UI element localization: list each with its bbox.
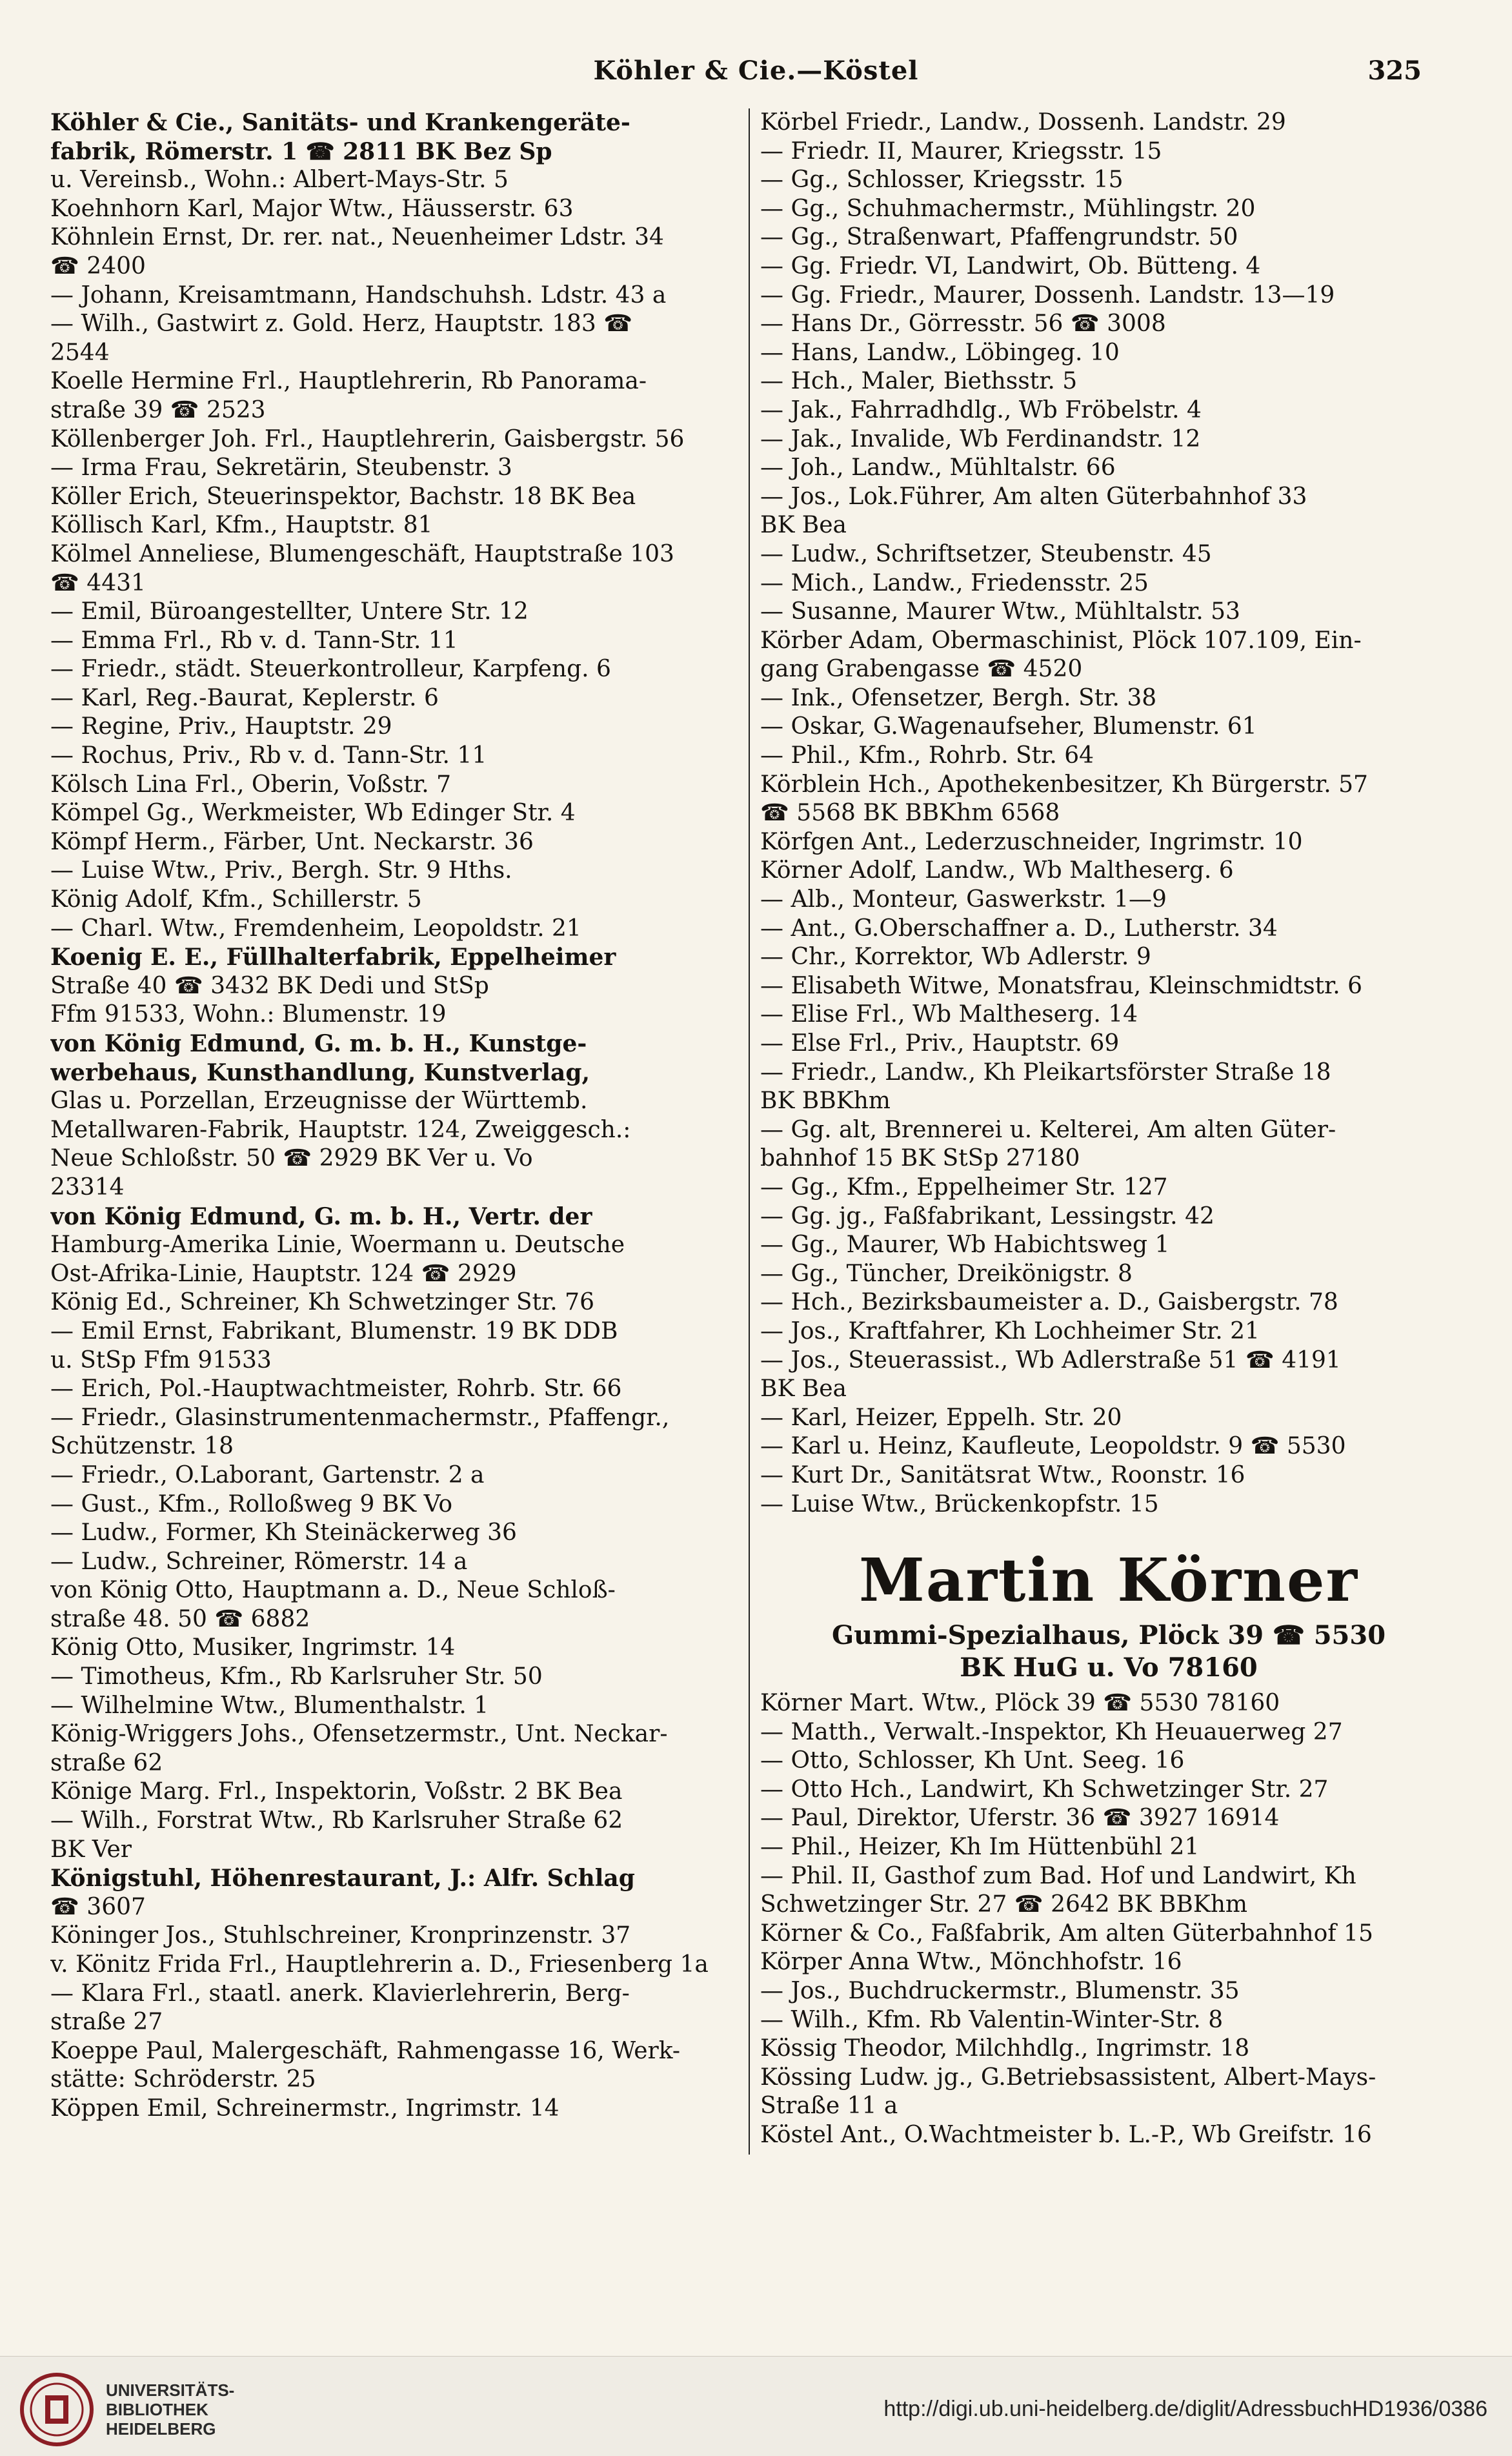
directory-entry: — Ink., Ofensetzer, Bergh. Str. 38 (760, 684, 1157, 711)
directory-entry: — Ludw., Schreiner, Römerstr. 14 a (50, 1548, 468, 1575)
directory-entry: Glas u. Porzellan, Erzeugnisse der Württemb. (50, 1088, 588, 1115)
directory-entry: König Ed., Schreiner, Kh Schwetzinger Str. 76 (50, 1289, 594, 1316)
right-column-bottom (760, 1689, 1457, 2150)
directory-entry: Köhler & Cie., Sanitäts- und Krankengeräte- (50, 109, 630, 136)
directory-entry: — Alb., Monteur, Gaswerkstr. 1—9 (760, 886, 1167, 913)
directory-entry: Köllisch Karl, Kfm., Hauptstr. 81 (50, 512, 433, 539)
directory-entry: Köninger Jos., Stuhlschreiner, Kronprinzenstr. 37 (50, 1922, 631, 1949)
directory-entry: — Gg., Schlosser, Kriegsstr. 15 (760, 167, 1124, 194)
directory-entry: — Hch., Maler, Biethsstr. 5 (760, 368, 1078, 395)
directory-entry: Koelle Hermine Frl., Hauptlehrerin, Rb Panorama- (50, 368, 647, 395)
directory-entry: — Matth., Verwalt.-Inspektor, Kh Heuauerweg 27 (760, 1718, 1343, 1745)
directory-entry: — Jos., Kraftfahrer, Kh Lochheimer Str. 21 (760, 1317, 1260, 1345)
advert-name: Martin Körner (859, 1545, 1358, 1616)
directory-entry: — Karl, Reg.-Baurat, Keplerstr. 6 (50, 684, 439, 711)
library-seal-icon (18, 2371, 96, 2448)
directory-entry: Körfgen Ant., Lederzuschneider, Ingrimstr. 10 (760, 828, 1303, 855)
directory-entry: — Otto, Schlosser, Kh Unt. Seeg. 16 (760, 1747, 1185, 1774)
directory-entry: — Friedr., O.Laborant, Gartenstr. 2 a (50, 1461, 485, 1488)
running-title: Köhler & Cie.—Köstel (593, 56, 919, 86)
directory-entry: Köstel Ant., O.Wachtmeister b. L.-P., Wb Greifstr. 16 (760, 2122, 1372, 2148)
directory-entry: Köppen Emil, Schreinermstr., Ingrimstr. 14 (50, 2095, 559, 2122)
directory-entry: — Wilh., Gastwirt z. Gold. Herz, Hauptstr. 183 ☎ (50, 310, 633, 338)
directory-entry: Straße 11 a (760, 2093, 898, 2120)
directory-entry: straße 39 ☎ 2523 (50, 396, 266, 423)
directory-entry: König Otto, Musiker, Ingrimstr. 14 (50, 1634, 456, 1661)
directory-entry: — Phil., Kfm., Rohrb. Str. 64 (760, 742, 1094, 769)
directory-entry: bahnhof 15 BK StSp 27180 (760, 1145, 1080, 1172)
directory-entry: — Paul, Direktor, Uferstr. 36 ☎ 3927 16914 (760, 1805, 1280, 1832)
directory-entry: — Emil, Büroangestellter, Untere Str. 12 (50, 598, 529, 625)
directory-entry: — Friedr., städt. Steuerkontrolleur, Karpfeng. 6 (50, 656, 611, 683)
directory-entry: Koenig E. E., Füllhalterfabrik, Eppelheimer (50, 944, 616, 971)
directory-entry: — Phil., Heizer, Kh Im Hüttenbühl 21 (760, 1834, 1200, 1861)
left-column (50, 108, 747, 2124)
directory-entry: Köller Erich, Steuerinspektor, Bachstr. 18 BK Bea (50, 483, 636, 510)
directory-entry: — Gg., Tüncher, Dreikönigstr. 8 (760, 1260, 1133, 1287)
directory-entry: BK BBKhm (760, 1088, 891, 1115)
directory-entry: — Jos., Lok.Führer, Am alten Güterbahnhof 33 (760, 483, 1307, 510)
advert-line-1: Gummi-Spezialhaus, Plöck 39 ☎ 5530 (831, 1620, 1386, 1651)
directory-entry: — Gg. alt, Brennerei u. Kelterei, Am alten Güter- (760, 1116, 1336, 1143)
page-header (52, 49, 1460, 94)
directory-entry: — Gg. Friedr., Maurer, Dossenh. Landstr. 13—19 (760, 281, 1335, 309)
directory-entry: — Gg. Friedr. VI, Landwirt, Ob. Bütteng. 4 (760, 252, 1261, 279)
column-divider (749, 108, 750, 2155)
directory-entry: — Regine, Priv., Hauptstr. 29 (50, 713, 392, 740)
directory-entry: BK Bea (760, 1375, 847, 1403)
directory-entry: — Gg., Maurer, Wb Habichtsweg 1 (760, 1232, 1170, 1259)
directory-entry: Kölmel Anneliese, Blumengeschäft, Hauptstraße 103 (50, 540, 674, 567)
directory-entry: — Otto Hch., Landwirt, Kh Schwetzinger Str. 27 (760, 1776, 1329, 1803)
directory-entry: Ffm 91533, Wohn.: Blumenstr. 19 (50, 1001, 447, 1028)
directory-entry: — Gg., Kfm., Eppelheimer Str. 127 (760, 1173, 1168, 1201)
directory-entry: — Gg., Straßenwart, Pfaffengrundstr. 50 (760, 224, 1238, 251)
directory-entry: ☎ 2400 (50, 252, 146, 279)
directory-entry: — Joh., Landw., Mühltalstr. 66 (760, 454, 1116, 482)
library-name (106, 2380, 234, 2439)
directory-entry: — Friedr., Landw., Kh Pleikartsförster Straße 18 (760, 1059, 1331, 1086)
directory-entry: — Friedr., Glasinstrumentenmachermstr., Pfaffengr., (50, 1404, 670, 1431)
directory-entry: fabrik, Römerstr. 1 ☎ 2811 BK Bez Sp (50, 137, 552, 165)
directory-entry: König-Wriggers Johs., Ofensetzermstr., Unt. Neckar- (50, 1721, 668, 1748)
directory-entry: von König Edmund, G. m. b. H., Kunstge- (50, 1030, 587, 1057)
directory-entry: — Ludw., Schriftsetzer, Steubenstr. 45 (760, 540, 1212, 567)
directory-entry: — Elise Frl., Wb Maltheserg. 14 (760, 1001, 1138, 1028)
directory-entry: — Kurt Dr., Sanitätsrat Wtw., Roonstr. 16 (760, 1461, 1245, 1488)
page-number: 325 (1367, 56, 1422, 86)
directory-entry: ☎ 5568 BK BBKhm 6568 (760, 800, 1060, 827)
directory-entry: Kömpf Herm., Färber, Unt. Neckarstr. 36 (50, 828, 534, 855)
directory-entry: Kössing Ludw. jg., G.Betriebsassistent, Albert-Mays- (760, 2064, 1376, 2091)
directory-entry: Straße 40 ☎ 3432 BK Dedi und StSp (50, 972, 489, 999)
directory-entry: Köhnlein Ernst, Dr. rer. nat., Neuenheimer Ldstr. 34 (50, 224, 664, 251)
directory-entry: straße 48. 50 ☎ 6882 (50, 1605, 310, 1632)
directory-entry: — Karl u. Heinz, Kaufleute, Leopoldstr. 9 ☎ 5530 (760, 1433, 1346, 1460)
library-name-line: HEIDELBERG (106, 2419, 216, 2439)
directory-entry: v. Könitz Frida Frl., Hauptlehrerin a. D., Friesenberg 1a (50, 1951, 709, 1978)
directory-entry: — Hans, Landw., Löbingeg. 10 (760, 339, 1120, 366)
directory-entry: von König Otto, Hauptmann a. D., Neue Schloß- (50, 1577, 616, 1604)
directory-entry: — Else Frl., Priv., Hauptstr. 69 (760, 1030, 1120, 1057)
directory-entry: Koehnhorn Karl, Major Wtw., Häusserstr. 63 (50, 195, 574, 222)
directory-entry: Körner Mart. Wtw., Plöck 39 ☎ 5530 78160 (760, 1690, 1280, 1717)
directory-entry: 23314 (50, 1173, 125, 1201)
directory-entry: — Jak., Fahrradhdlg., Wb Fröbelstr. 4 (760, 396, 1202, 423)
directory-entry: Hamburg-Amerika Linie, Woermann u. Deutsche (50, 1232, 625, 1259)
directory-entry: — Johann, Kreisamtmann, Handschuhsh. Ldstr. 43 a (50, 281, 667, 309)
directory-entry: — Hch., Bezirksbaumeister a. D., Gaisbergstr. 78 (760, 1289, 1338, 1316)
directory-entry: — Elisabeth Witwe, Monatsfrau, Kleinschmidtstr. 6 (760, 972, 1363, 999)
directory-entry: ☎ 4431 (50, 569, 146, 596)
directory-entry: Königstuhl, Höhenrestaurant, J.: Alfr. Schlag (50, 1865, 635, 1893)
directory-entry: — Emil Ernst, Fabrikant, Blumenstr. 19 BK DDB (50, 1317, 618, 1345)
directory-entry: — Hans Dr., Görresstr. 56 ☎ 3008 (760, 310, 1166, 338)
directory-entry: — Irma Frau, Sekretärin, Steubenstr. 3 (50, 454, 512, 482)
directory-entry: ☎ 3607 (50, 1893, 146, 1920)
directory-entry: stätte: Schröderstr. 25 (50, 2066, 316, 2093)
library-logo[interactable] (18, 2371, 234, 2448)
directory-entry: — Luise Wtw., Priv., Bergh. Str. 9 Hths. (50, 857, 512, 884)
directory-entry: — Susanne, Maurer Wtw., Mühltalstr. 53 (760, 598, 1240, 625)
directory-entry: — Timotheus, Kfm., Rb Karlsruher Str. 50 (50, 1663, 543, 1690)
directory-entry: — Rochus, Priv., Rb v. d. Tann-Str. 11 (50, 742, 487, 769)
directory-entry: Koeppe Paul, Malergeschäft, Rahmengasse 16, Werk- (50, 2037, 681, 2064)
advert-line-2: BK HuG u. Vo 78160 (960, 1652, 1258, 1683)
directory-entry: straße 62 (50, 1749, 163, 1776)
directory-entry: — Jos., Steuerassist., Wb Adlerstraße 51 ☎ 4191 (760, 1346, 1341, 1374)
directory-entry: — Ant., G.Oberschaffner a. D., Lutherstr. 34 (760, 915, 1278, 942)
directory-entry: Körbel Friedr., Landw., Dossenh. Landstr. 29 (760, 109, 1286, 136)
directory-entry: werbehaus, Kunsthandlung, Kunstverlag, (50, 1059, 590, 1086)
directory-entry: Kössig Theodor, Milchhdlg., Ingrimstr. 18 (760, 2035, 1250, 2062)
directory-entry: Könige Marg. Frl., Inspektorin, Voßstr. 2 BK Bea (50, 1778, 623, 1805)
directory-entry: — Friedr. II, Maurer, Kriegsstr. 15 (760, 137, 1162, 165)
directory-entry: Kölsch Lina Frl., Oberin, Voßstr. 7 (50, 771, 451, 798)
directory-entry: Metallwaren-Fabrik, Hauptstr. 124, Zweiggesch.: (50, 1116, 631, 1143)
directory-entry: — Erich, Pol.-Hauptwachtmeister, Rohrb. Str. 66 (50, 1375, 622, 1403)
directory-entry: gang Grabengasse ☎ 4520 (760, 656, 1083, 683)
footer-bar (0, 2356, 1512, 2456)
directory-entry: — Gust., Kfm., Rolloßweg 9 BK Vo (50, 1490, 452, 1517)
source-url-link[interactable]: http://digi.ub.uni-heidelberg.de/diglit/AdressbuchHD1936/0386 (883, 2397, 1487, 2421)
directory-entry: — Klara Frl., staatl. anerk. Klavierlehrerin, Berg- (50, 1980, 630, 2007)
directory-entry: Köllenberger Joh. Frl., Hauptlehrerin, Gaisbergstr. 56 (50, 425, 685, 452)
library-name-line: UNIVERSITÄTS- (106, 2380, 235, 2400)
directory-entry: Neue Schloßstr. 50 ☎ 2929 BK Ver u. Vo (50, 1145, 533, 1172)
directory-entry: — Phil. II, Gasthof zum Bad. Hof und Landwirt, Kh (760, 1862, 1356, 1889)
directory-entry: — Gg. jg., Faßfabrikant, Lessingstr. 42 (760, 1203, 1215, 1230)
directory-entry: — Chr., Korrektor, Wb Adlerstr. 9 (760, 944, 1151, 971)
directory-entry: von König Edmund, G. m. b. H., Vertr. der (50, 1203, 592, 1230)
directory-entry: Schützenstr. 18 (50, 1433, 234, 1460)
directory-entry: — Mich., Landw., Friedensstr. 25 (760, 569, 1149, 596)
directory-entry: König Adolf, Kfm., Schillerstr. 5 (50, 886, 422, 913)
directory-entry: 2544 (50, 339, 110, 366)
directory-entry: — Emma Frl., Rb v. d. Tann-Str. 11 (50, 627, 458, 654)
directory-entry: — Jak., Invalide, Wb Ferdinandstr. 12 (760, 425, 1201, 452)
directory-entry: straße 27 (50, 2009, 163, 2036)
library-name-line: BIBLIOTHEK (106, 2400, 208, 2419)
directory-entry: — Charl. Wtw., Fremdenheim, Leopoldstr. 21 (50, 915, 581, 942)
directory-entry: Körber Adam, Obermaschinist, Plöck 107.109, Ein- (760, 627, 1362, 654)
directory-entry: Körner & Co., Faßfabrik, Am alten Güterbahnhof 15 (760, 1920, 1373, 1947)
directory-entry: u. StSp Ffm 91533 (50, 1346, 272, 1374)
directory-entry: Schwetzinger Str. 27 ☎ 2642 BK BBKhm (760, 1891, 1248, 1918)
right-column (760, 108, 1457, 2150)
directory-entry: — Jos., Buchdruckermstr., Blumenstr. 35 (760, 1978, 1240, 2005)
directory-entry: — Wilh., Kfm. Rb Valentin-Winter-Str. 8 (760, 2006, 1224, 2033)
directory-entry: — Gg., Schuhmachermstr., Mühlingstr. 20 (760, 195, 1256, 222)
directory-entry: — Ludw., Former, Kh Steinäckerweg 36 (50, 1519, 517, 1547)
directory-entry: u. Vereinsb., Wohn.: Albert-Mays-Str. 5 (50, 167, 509, 194)
directory-entry: Körblein Hch., Apothekenbesitzer, Kh Bürgerstr. 57 (760, 771, 1368, 798)
directory-entry: Körner Adolf, Landw., Wb Maltheserg. 6 (760, 857, 1234, 884)
directory-entry: — Wilhelmine Wtw., Blumenthalstr. 1 (50, 1692, 489, 1719)
directory-entry: Ost-Afrika-Linie, Hauptstr. 124 ☎ 2929 (50, 1260, 517, 1287)
directory-entry: — Luise Wtw., Brückenkopfstr. 15 (760, 1490, 1159, 1517)
directory-entry: — Oskar, G.Wagenaufseher, Blumenstr. 61 (760, 713, 1257, 740)
right-column-top (760, 108, 1457, 1519)
directory-entry: Körper Anna Wtw., Mönchhofstr. 16 (760, 1949, 1182, 1976)
directory-entry: — Karl, Heizer, Eppelh. Str. 20 (760, 1404, 1122, 1431)
directory-entry: BK Bea (760, 512, 847, 539)
directory-entry: — Wilh., Forstrat Wtw., Rb Karlsruher Straße 62 (50, 1807, 623, 1834)
directory-entry: Kömpel Gg., Werkmeister, Wb Edinger Str. 4 (50, 800, 576, 827)
directory-entry: BK Ver (50, 1836, 132, 1863)
